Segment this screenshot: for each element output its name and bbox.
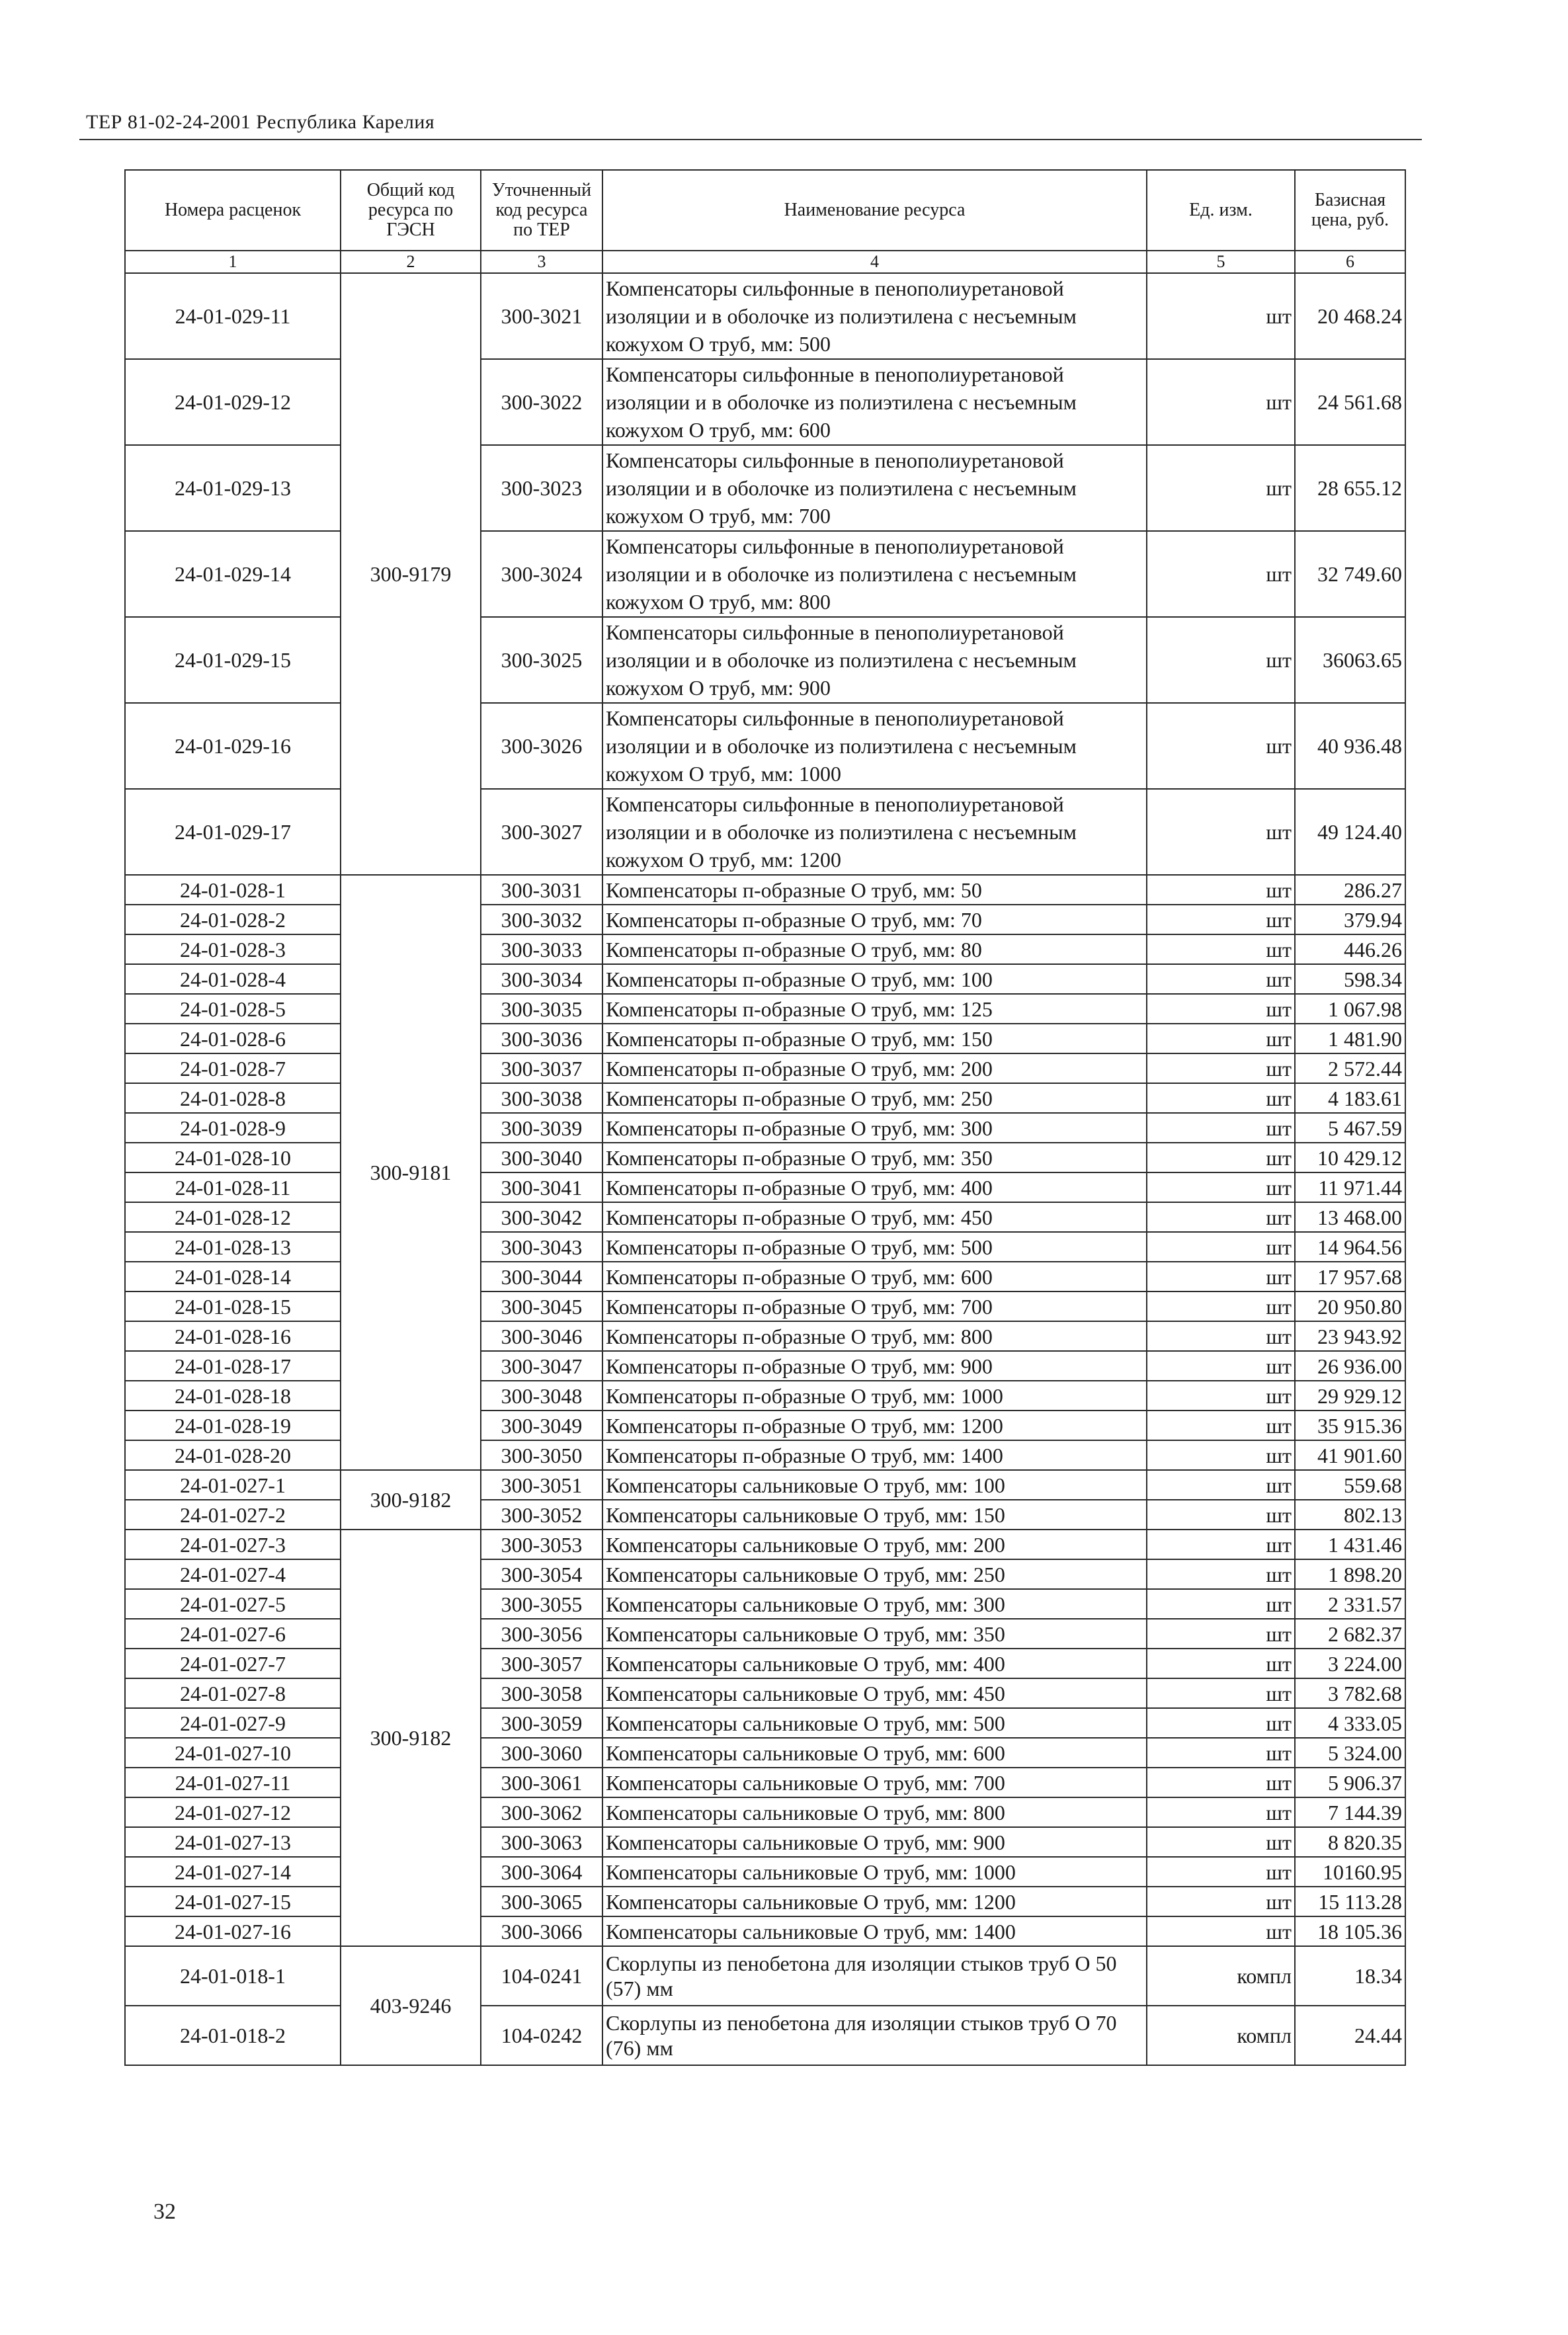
ter-code-cell: 300-3059 [481,1708,602,1738]
rate-number-cell: 24-01-028-18 [125,1381,341,1411]
rate-number-cell: 24-01-029-13 [125,445,341,531]
rate-number-cell: 24-01-029-17 [125,789,341,875]
ter-code-cell: 300-3022 [481,359,602,445]
table-row [125,359,1405,445]
table-row [125,875,1405,905]
resource-name-cell: Компенсаторы п-образные О труб, мм: 1200 [602,1411,1147,1440]
ter-code-cell: 300-3056 [481,1619,602,1649]
resource-name-cell: Компенсаторы п-образные О труб, мм: 125 [602,994,1147,1024]
ter-code-cell: 300-3053 [481,1530,602,1559]
resource-name-cell: Компенсаторы сальниковые О труб, мм: 700 [602,1768,1147,1797]
ter-code-cell: 300-3033 [481,934,602,964]
resource-name-cell: Компенсаторы п-образные О труб, мм: 80 [602,934,1147,964]
rate-number-cell: 24-01-027-6 [125,1619,341,1649]
unit-cell: шт [1147,1857,1295,1887]
table-row [125,2006,1405,2065]
resource-name-cell: Компенсаторы п-образные О труб, мм: 70 [602,905,1147,934]
price-cell: 286.27 [1295,875,1405,905]
ter-code-cell: 300-3052 [481,1500,602,1530]
price-cell: 36063.65 [1295,617,1405,703]
table-row [125,1500,1405,1530]
price-cell: 49 124.40 [1295,789,1405,875]
rate-number-cell: 24-01-028-14 [125,1262,341,1291]
price-cell: 598.34 [1295,964,1405,994]
price-cell: 10160.95 [1295,1857,1405,1887]
price-cell: 35 915.36 [1295,1411,1405,1440]
ter-code-cell: 104-0241 [481,1946,602,2006]
col-number: 5 [1147,251,1295,273]
rate-number-cell: 24-01-018-2 [125,2006,341,2065]
ter-code-cell: 300-3045 [481,1291,602,1321]
resource-name-cell: Компенсаторы п-образные О труб, мм: 300 [602,1113,1147,1143]
table-row [125,1024,1405,1053]
resource-name-cell: Компенсаторы сальниковые О труб, мм: 1000 [602,1857,1147,1887]
table-row [125,1232,1405,1262]
table-row [125,1530,1405,1559]
col-header-ter-code: Уточненный код ресурса по ТЕР [481,170,602,251]
ter-code-cell: 300-3044 [481,1262,602,1291]
unit-cell: шт [1147,1559,1295,1589]
resource-name-cell: Компенсаторы сальниковые О труб, мм: 450 [602,1678,1147,1708]
price-cell: 40 936.48 [1295,703,1405,789]
unit-cell: шт [1147,1738,1295,1768]
table-row [125,1053,1405,1083]
table-row [125,1202,1405,1232]
ter-code-cell: 104-0242 [481,2006,602,2065]
rate-number-cell: 24-01-027-10 [125,1738,341,1768]
price-cell: 26 936.00 [1295,1351,1405,1381]
ter-code-cell: 300-3051 [481,1470,602,1500]
rate-number-cell: 24-01-027-2 [125,1500,341,1530]
table-row [125,273,1405,359]
rate-number-cell: 24-01-029-16 [125,703,341,789]
table-row [125,1827,1405,1857]
resource-name-cell: Компенсаторы сильфонные в пенополиуретановой изоляции и в оболочке из полиэтилена с несъемным кожухом О труб, мм: 1200 [602,789,1147,875]
rate-number-cell: 24-01-028-20 [125,1440,341,1470]
table-row [125,1857,1405,1887]
resource-name-cell: Компенсаторы сальниковые О труб, мм: 350 [602,1619,1147,1649]
price-cell: 18.34 [1295,1946,1405,2006]
gesn-code-cell: 300-9181 [341,875,481,1470]
price-cell: 32 749.60 [1295,531,1405,617]
resource-name-cell: Компенсаторы п-образные О труб, мм: 350 [602,1143,1147,1172]
table-row [125,905,1405,934]
resource-name-cell: Компенсаторы п-образные О труб, мм: 1400 [602,1440,1147,1470]
price-cell: 2 682.37 [1295,1619,1405,1649]
rate-number-cell: 24-01-029-15 [125,617,341,703]
ter-code-cell: 300-3047 [481,1351,602,1381]
resource-name-cell: Компенсаторы п-образные О труб, мм: 500 [602,1232,1147,1262]
rate-number-cell: 24-01-027-9 [125,1708,341,1738]
ter-code-cell: 300-3040 [481,1143,602,1172]
table-row [125,1470,1405,1500]
ter-code-cell: 300-3021 [481,273,602,359]
rate-number-cell: 24-01-028-11 [125,1172,341,1202]
gesn-code-cell: 300-9182 [341,1470,481,1530]
column-number-row [125,251,1405,273]
ter-code-cell: 300-3024 [481,531,602,617]
price-cell: 24.44 [1295,2006,1405,2065]
ter-code-cell: 300-3054 [481,1559,602,1589]
rate-number-cell: 24-01-028-13 [125,1232,341,1262]
price-cell: 1 431.46 [1295,1530,1405,1559]
resource-name-cell: Компенсаторы п-образные О труб, мм: 1000 [602,1381,1147,1411]
col-header-rate-numbers: Номера расценок [125,170,341,251]
resource-table [124,169,1406,2066]
price-cell: 5 467.59 [1295,1113,1405,1143]
col-header-base-price: Базисная цена, руб. [1295,170,1405,251]
rate-number-cell: 24-01-028-5 [125,994,341,1024]
rate-number-cell: 24-01-028-16 [125,1321,341,1351]
unit-cell: шт [1147,1053,1295,1083]
price-cell: 8 820.35 [1295,1827,1405,1857]
unit-cell: шт [1147,1262,1295,1291]
rate-number-cell: 24-01-018-1 [125,1946,341,2006]
rate-number-cell: 24-01-027-16 [125,1916,341,1946]
unit-cell: шт [1147,1887,1295,1916]
table-row [125,1351,1405,1381]
ter-code-cell: 300-3036 [481,1024,602,1053]
price-cell: 24 561.68 [1295,359,1405,445]
ter-code-cell: 300-3065 [481,1887,602,1916]
table-head [125,170,1405,273]
rate-number-cell: 24-01-027-5 [125,1589,341,1619]
rate-number-cell: 24-01-027-11 [125,1768,341,1797]
rate-number-cell: 24-01-027-15 [125,1887,341,1916]
ter-code-cell: 300-3048 [481,1381,602,1411]
resource-name-cell: Компенсаторы сальниковые О труб, мм: 1200 [602,1887,1147,1916]
unit-cell: шт [1147,445,1295,531]
ter-code-cell: 300-3057 [481,1649,602,1678]
unit-cell: шт [1147,1678,1295,1708]
rate-number-cell: 24-01-028-1 [125,875,341,905]
resource-name-cell: Скорлупы из пенобетона для изоляции стыков труб О 70 (76) мм [602,2006,1147,2065]
ter-code-cell: 300-3060 [481,1738,602,1768]
rate-number-cell: 24-01-027-13 [125,1827,341,1857]
price-cell: 20 950.80 [1295,1291,1405,1321]
unit-cell: шт [1147,1827,1295,1857]
gesn-code-cell: 403-9246 [341,1946,481,2065]
rate-number-cell: 24-01-029-14 [125,531,341,617]
resource-name-cell: Компенсаторы сальниковые О труб, мм: 600 [602,1738,1147,1768]
unit-cell: шт [1147,531,1295,617]
unit-cell: шт [1147,1440,1295,1470]
ter-code-cell: 300-3050 [481,1440,602,1470]
resource-name-cell: Скорлупы из пенобетона для изоляции стыков труб О 50 (57) мм [602,1946,1147,2006]
table-row [125,1887,1405,1916]
rate-number-cell: 24-01-027-14 [125,1857,341,1887]
resource-name-cell: Компенсаторы п-образные О труб, мм: 250 [602,1083,1147,1113]
unit-cell: шт [1147,1024,1295,1053]
price-cell: 28 655.12 [1295,445,1405,531]
unit-cell: шт [1147,789,1295,875]
price-cell: 18 105.36 [1295,1916,1405,1946]
rate-number-cell: 24-01-028-12 [125,1202,341,1232]
price-cell: 20 468.24 [1295,273,1405,359]
price-cell: 3 224.00 [1295,1649,1405,1678]
rate-number-cell: 24-01-028-2 [125,905,341,934]
rate-number-cell: 24-01-027-12 [125,1797,341,1827]
ter-code-cell: 300-3042 [481,1202,602,1232]
table-row [125,1381,1405,1411]
page-number: 32 [153,2199,176,2224]
ter-code-cell: 300-3046 [481,1321,602,1351]
col-header-unit: Ед. изм. [1147,170,1295,251]
table-row [125,1262,1405,1291]
document-header: ТЕР 81-02-24-2001 Республика Карелия [86,111,435,133]
resource-name-cell: Компенсаторы сильфонные в пенополиуретановой изоляции и в оболочке из полиэтилена с несъемным кожухом О труб, мм: 1000 [602,703,1147,789]
col-number: 4 [602,251,1147,273]
ter-code-cell: 300-3034 [481,964,602,994]
ter-code-cell: 300-3037 [481,1053,602,1083]
ter-code-cell: 300-3066 [481,1916,602,1946]
price-cell: 1 067.98 [1295,994,1405,1024]
table-row [125,617,1405,703]
rate-number-cell: 24-01-027-7 [125,1649,341,1678]
table-row [125,1559,1405,1589]
unit-cell: шт [1147,1202,1295,1232]
col-number: 2 [341,251,481,273]
resource-name-cell: Компенсаторы сильфонные в пенополиуретановой изоляции и в оболочке из полиэтилена с несъемным кожухом О труб, мм: 900 [602,617,1147,703]
table-row [125,1143,1405,1172]
table-row [125,934,1405,964]
resource-name-cell: Компенсаторы п-образные О труб, мм: 50 [602,875,1147,905]
resource-name-cell: Компенсаторы п-образные О труб, мм: 400 [602,1172,1147,1202]
table-row [125,1649,1405,1678]
resource-name-cell: Компенсаторы сальниковые О труб, мм: 800 [602,1797,1147,1827]
resource-name-cell: Компенсаторы сильфонные в пенополиуретановой изоляции и в оболочке из полиэтилена с несъемным кожухом О труб, мм: 600 [602,359,1147,445]
col-number: 1 [125,251,341,273]
table-row [125,1411,1405,1440]
ter-code-cell: 300-3027 [481,789,602,875]
table-row [125,964,1405,994]
table-row [125,1708,1405,1738]
ter-code-cell: 300-3049 [481,1411,602,1440]
table-row [125,1440,1405,1470]
unit-cell: шт [1147,1530,1295,1559]
resource-name-cell: Компенсаторы сальниковые О труб, мм: 300 [602,1589,1147,1619]
resource-name-cell: Компенсаторы сальниковые О труб, мм: 200 [602,1530,1147,1559]
ter-code-cell: 300-3035 [481,994,602,1024]
col-number: 6 [1295,251,1405,273]
col-header-resource-name: Наименование ресурса [602,170,1147,251]
col-header-gesn-code: Общий код ресурса по ГЭСН [341,170,481,251]
price-cell: 17 957.68 [1295,1262,1405,1291]
rate-number-cell: 24-01-028-6 [125,1024,341,1053]
table-row [125,1916,1405,1946]
price-cell: 41 901.60 [1295,1440,1405,1470]
unit-cell: шт [1147,617,1295,703]
table-row [125,1946,1405,2006]
price-cell: 10 429.12 [1295,1143,1405,1172]
resource-name-cell: Компенсаторы сильфонные в пенополиуретановой изоляции и в оболочке из полиэтилена с несъемным кожухом О труб, мм: 700 [602,445,1147,531]
table-row [125,1738,1405,1768]
price-cell: 2 331.57 [1295,1589,1405,1619]
table-row [125,1619,1405,1649]
unit-cell: шт [1147,1083,1295,1113]
unit-cell: шт [1147,1708,1295,1738]
table-row [125,1291,1405,1321]
unit-cell: шт [1147,1500,1295,1530]
price-cell: 13 468.00 [1295,1202,1405,1232]
ter-code-cell: 300-3055 [481,1589,602,1619]
unit-cell: шт [1147,1619,1295,1649]
unit-cell: компл [1147,2006,1295,2065]
unit-cell: шт [1147,1768,1295,1797]
table-row [125,1797,1405,1827]
price-cell: 3 782.68 [1295,1678,1405,1708]
unit-cell: шт [1147,1470,1295,1500]
resource-name-cell: Компенсаторы п-образные О труб, мм: 200 [602,1053,1147,1083]
unit-cell: шт [1147,1172,1295,1202]
resource-name-cell: Компенсаторы п-образные О труб, мм: 150 [602,1024,1147,1053]
unit-cell: шт [1147,1321,1295,1351]
unit-cell: шт [1147,994,1295,1024]
price-cell: 5 324.00 [1295,1738,1405,1768]
resource-name-cell: Компенсаторы сальниковые О труб, мм: 150 [602,1500,1147,1530]
ter-code-cell: 300-3032 [481,905,602,934]
resource-name-cell: Компенсаторы п-образные О труб, мм: 700 [602,1291,1147,1321]
resource-name-cell: Компенсаторы п-образные О труб, мм: 450 [602,1202,1147,1232]
table-row [125,1768,1405,1797]
resource-name-cell: Компенсаторы сильфонные в пенополиуретановой изоляции и в оболочке из полиэтилена с несъемным кожухом О труб, мм: 500 [602,273,1147,359]
ter-code-cell: 300-3043 [481,1232,602,1262]
resource-name-cell: Компенсаторы п-образные О труб, мм: 800 [602,1321,1147,1351]
rate-number-cell: 24-01-027-3 [125,1530,341,1559]
unit-cell: шт [1147,703,1295,789]
unit-cell: компл [1147,1946,1295,2006]
resource-name-cell: Компенсаторы сальниковые О труб, мм: 500 [602,1708,1147,1738]
ter-code-cell: 300-3063 [481,1827,602,1857]
unit-cell: шт [1147,1649,1295,1678]
price-cell: 4 333.05 [1295,1708,1405,1738]
unit-cell: шт [1147,1916,1295,1946]
gesn-code-cell: 300-9182 [341,1530,481,1946]
table-row [125,789,1405,875]
unit-cell: шт [1147,1589,1295,1619]
rate-number-cell: 24-01-028-17 [125,1351,341,1381]
ter-code-cell: 300-3038 [481,1083,602,1113]
price-cell: 2 572.44 [1295,1053,1405,1083]
unit-cell: шт [1147,1113,1295,1143]
rate-number-cell: 24-01-028-9 [125,1113,341,1143]
unit-cell: шт [1147,875,1295,905]
gesn-code-cell: 300-9179 [341,273,481,875]
resource-name-cell: Компенсаторы сальниковые О труб, мм: 400 [602,1649,1147,1678]
ter-code-cell: 300-3026 [481,703,602,789]
price-cell: 1 481.90 [1295,1024,1405,1053]
rate-number-cell: 24-01-028-3 [125,934,341,964]
price-cell: 14 964.56 [1295,1232,1405,1262]
table-row [125,994,1405,1024]
rate-number-cell: 24-01-027-8 [125,1678,341,1708]
ter-code-cell: 300-3025 [481,617,602,703]
price-cell: 802.13 [1295,1500,1405,1530]
unit-cell: шт [1147,1291,1295,1321]
ter-code-cell: 300-3061 [481,1768,602,1797]
resource-name-cell: Компенсаторы сальниковые О труб, мм: 250 [602,1559,1147,1589]
table-row [125,1589,1405,1619]
unit-cell: шт [1147,1143,1295,1172]
unit-cell: шт [1147,1381,1295,1411]
price-cell: 7 144.39 [1295,1797,1405,1827]
col-number: 3 [481,251,602,273]
price-cell: 446.26 [1295,934,1405,964]
rate-number-cell: 24-01-029-12 [125,359,341,445]
unit-cell: шт [1147,934,1295,964]
resource-name-cell: Компенсаторы сальниковые О труб, мм: 1400 [602,1916,1147,1946]
resource-name-cell: Компенсаторы п-образные О труб, мм: 900 [602,1351,1147,1381]
rate-number-cell: 24-01-029-11 [125,273,341,359]
unit-cell: шт [1147,1797,1295,1827]
rate-number-cell: 24-01-027-4 [125,1559,341,1589]
table-body [125,273,1405,2065]
ter-code-cell: 300-3058 [481,1678,602,1708]
table-row [125,531,1405,617]
unit-cell: шт [1147,964,1295,994]
table-row [125,703,1405,789]
price-cell: 23 943.92 [1295,1321,1405,1351]
rate-number-cell: 24-01-028-19 [125,1411,341,1440]
ter-code-cell: 300-3041 [481,1172,602,1202]
rate-number-cell: 24-01-028-10 [125,1143,341,1172]
price-cell: 379.94 [1295,905,1405,934]
rate-number-cell: 24-01-028-8 [125,1083,341,1113]
ter-code-cell: 300-3031 [481,875,602,905]
resource-name-cell: Компенсаторы сальниковые О труб, мм: 100 [602,1470,1147,1500]
table-row [125,1083,1405,1113]
ter-code-cell: 300-3062 [481,1797,602,1827]
table-row [125,1113,1405,1143]
rate-number-cell: 24-01-028-4 [125,964,341,994]
resource-name-cell: Компенсаторы п-образные О труб, мм: 100 [602,964,1147,994]
unit-cell: шт [1147,359,1295,445]
resource-name-cell: Компенсаторы п-образные О труб, мм: 600 [602,1262,1147,1291]
unit-cell: шт [1147,905,1295,934]
price-cell: 15 113.28 [1295,1887,1405,1916]
rate-number-cell: 24-01-027-1 [125,1470,341,1500]
ter-code-cell: 300-3039 [481,1113,602,1143]
price-cell: 29 929.12 [1295,1381,1405,1411]
unit-cell: шт [1147,273,1295,359]
price-cell: 11 971.44 [1295,1172,1405,1202]
price-cell: 559.68 [1295,1470,1405,1500]
header-row [125,170,1405,251]
rate-number-cell: 24-01-028-15 [125,1291,341,1321]
table-row [125,1678,1405,1708]
table-row [125,445,1405,531]
resource-name-cell: Компенсаторы сильфонные в пенополиуретановой изоляции и в оболочке из полиэтилена с несъемным кожухом О труб, мм: 800 [602,531,1147,617]
price-cell: 5 906.37 [1295,1768,1405,1797]
ter-code-cell: 300-3064 [481,1857,602,1887]
price-cell: 1 898.20 [1295,1559,1405,1589]
unit-cell: шт [1147,1351,1295,1381]
price-cell: 4 183.61 [1295,1083,1405,1113]
header-rule [79,139,1422,140]
rate-number-cell: 24-01-028-7 [125,1053,341,1083]
table-row [125,1321,1405,1351]
unit-cell: шт [1147,1232,1295,1262]
ter-code-cell: 300-3023 [481,445,602,531]
unit-cell: шт [1147,1411,1295,1440]
resource-name-cell: Компенсаторы сальниковые О труб, мм: 900 [602,1827,1147,1857]
table-row [125,1172,1405,1202]
